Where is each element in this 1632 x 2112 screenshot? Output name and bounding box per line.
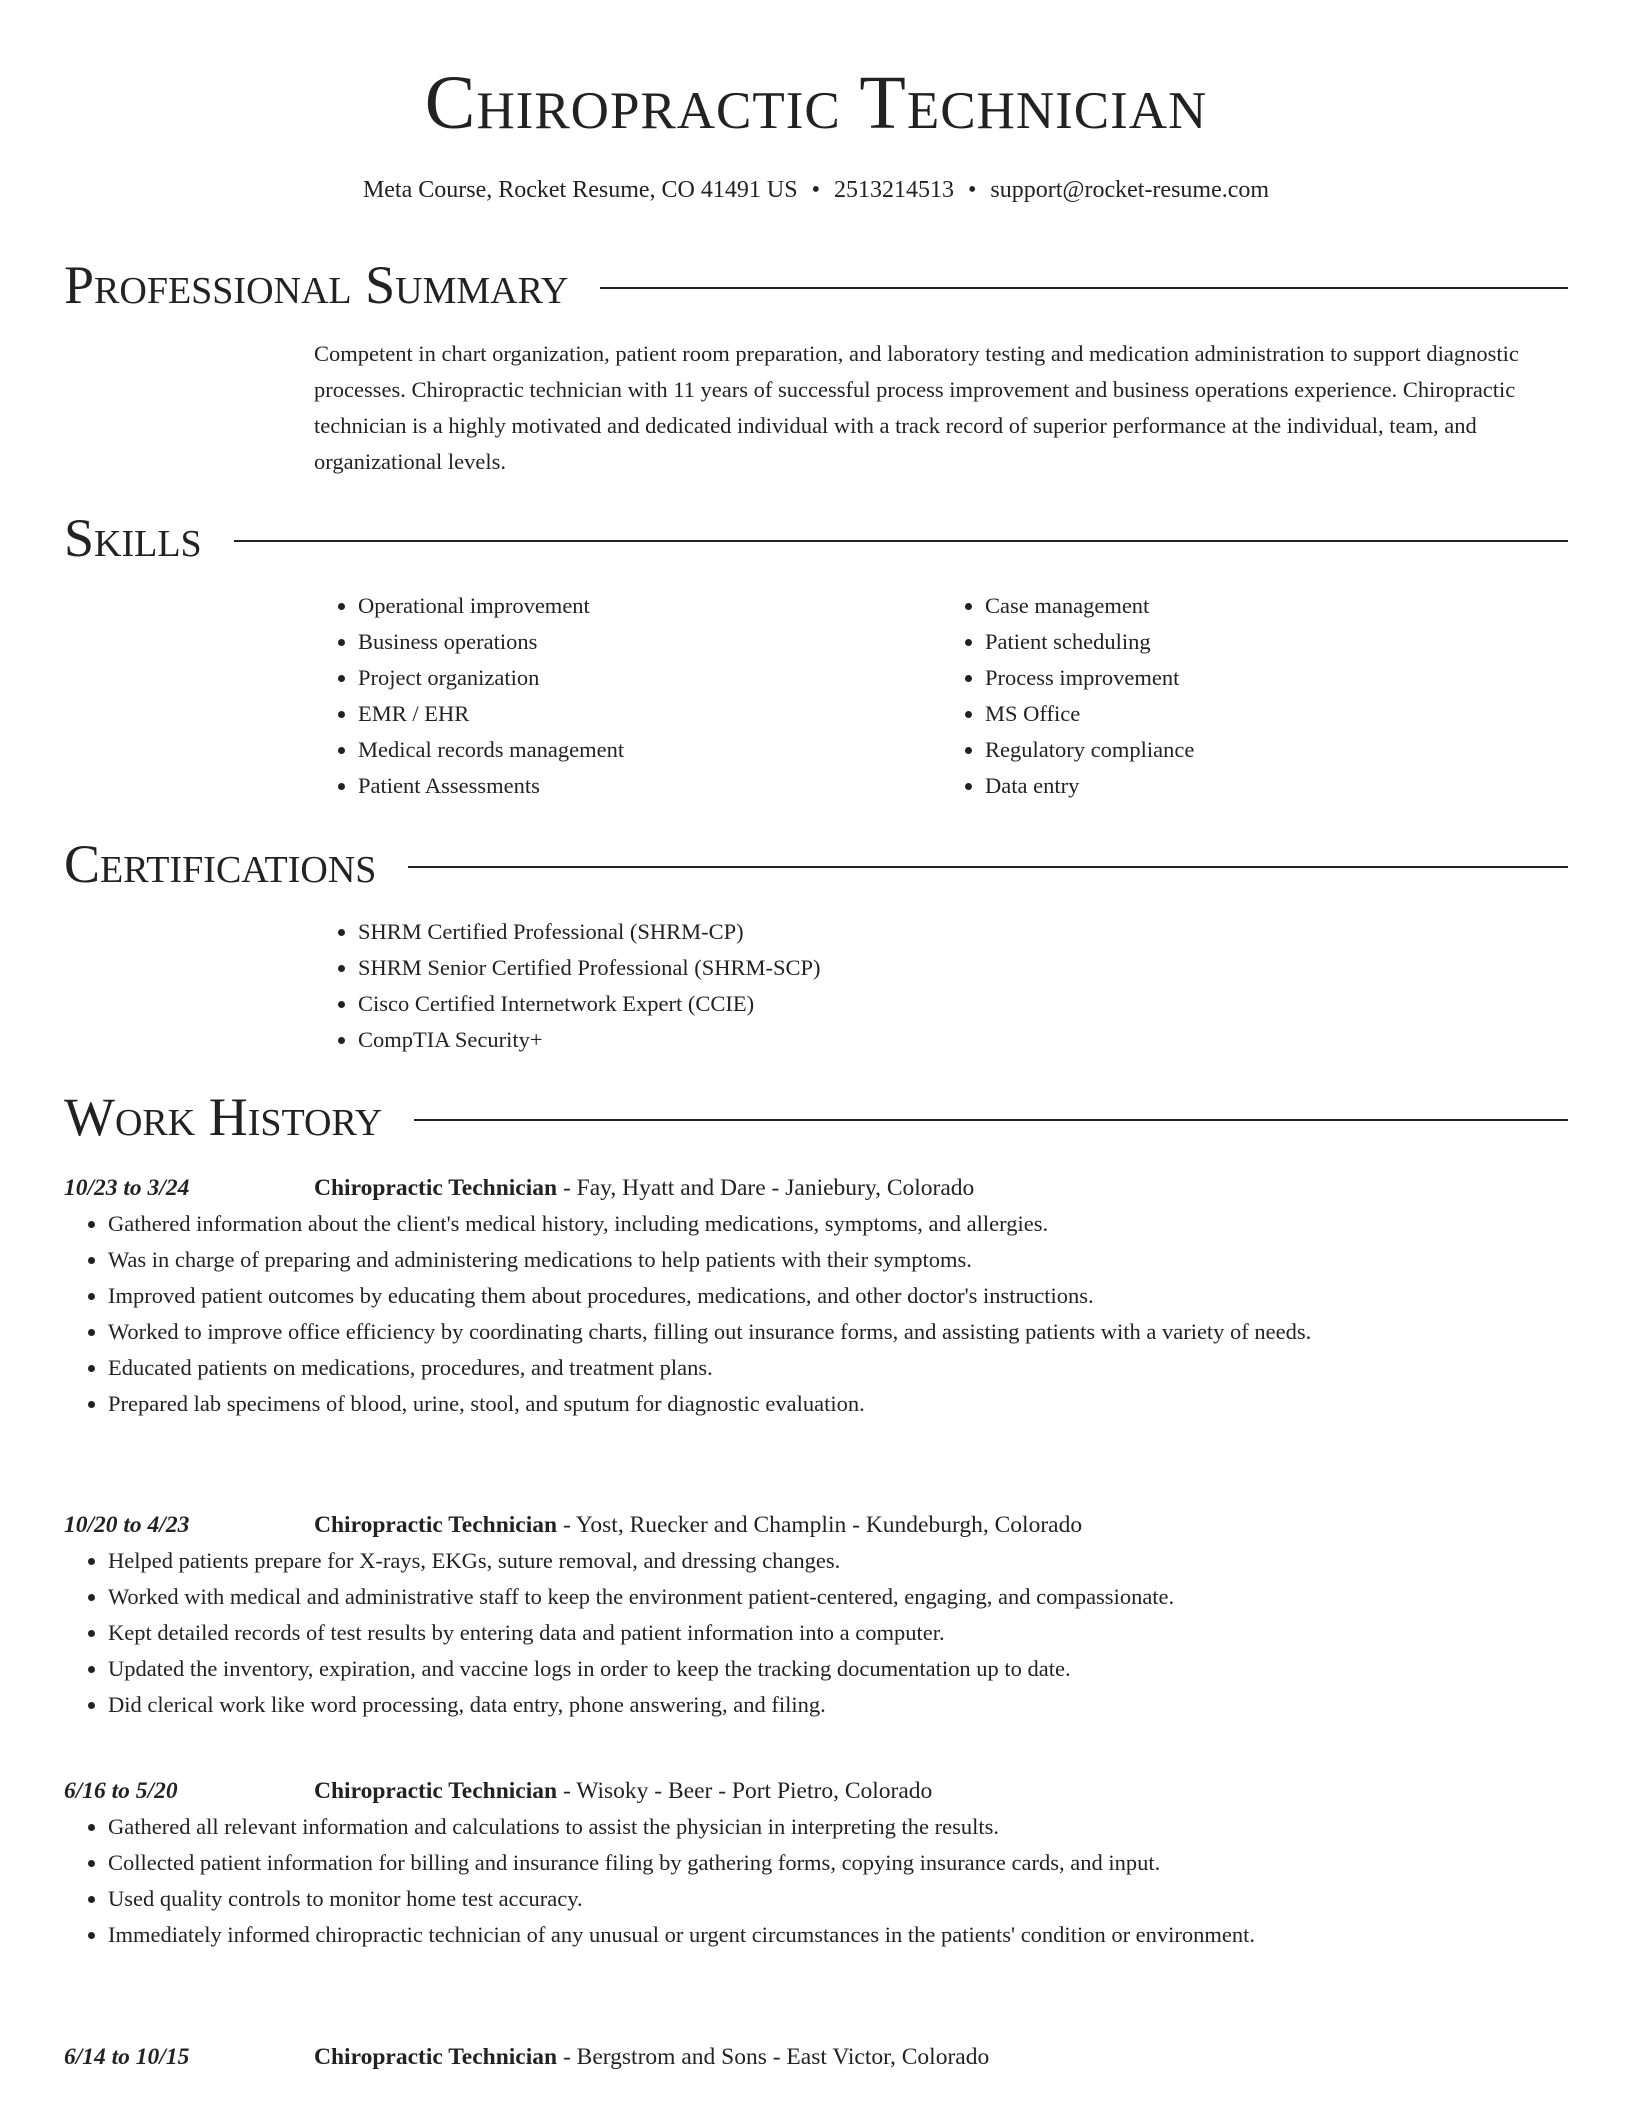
skill-item: • Project organization [358,660,941,696]
job-dates: 10/20 to 4/23 [64,1512,190,1538]
job-employer: - Bergstrom and Sons - East Victor, Colorado [557,2044,990,2070]
section-divider [414,1119,1568,1121]
certifications-heading-row [64,834,1568,894]
skills-list-left [314,588,941,804]
job-duty: • Did clerical work like word processing, data entry, phone answering, and filing. [108,1687,1568,1723]
skill-item: • EMR / EHR [358,696,941,732]
certifications-list [314,914,1568,1058]
skill-item: • Patient Assessments [358,768,941,804]
skills-heading: Skills [64,508,202,568]
job-title: Chiropractic Technician [314,1512,558,1538]
job-dates: 6/16 to 5/20 [64,1778,178,1804]
job-title: Chiropractic Technician [314,1175,558,1201]
job-dates: 6/14 to 10/15 [64,2044,190,2070]
skill-item: • MS Office [985,696,1568,732]
skills-heading-row [64,508,1568,568]
separator-dot: • [967,177,977,203]
separator-dot: • [811,177,820,203]
job-duty: • Prepared lab specimens of blood, urine, stool, and sputum for diagnostic evaluation. [108,1386,1568,1422]
skill-item: • Regulatory compliance [985,732,1568,768]
skill-item: • Medical records management [358,732,941,768]
job-duty: • Worked with medical and administrative staff to keep the environment patient-centered, engaging, and compassionate. [108,1579,1568,1615]
skills-list-right [941,588,1568,804]
job-employer: - Yost, Ruecker and Champlin - Kundeburgh, Colorado [557,1512,1083,1538]
skill-item: • Process improvement [985,660,1568,696]
job-entry [64,2039,1568,2075]
candidate-name: Chiropractic Technician [424,61,1208,145]
job-entry [64,1170,1568,1422]
job-employer: - Fay, Hyatt and Dare - Janiebury, Colorado [557,1175,975,1201]
skills-section [314,588,1568,804]
summary-section [314,336,1568,480]
skill-item: • Data entry [985,768,1568,804]
job-duty: • Worked to improve office efficiency by coordinating charts, filling out insurance forms, and assisting patients with a variety of needs. [108,1314,1568,1350]
job-duty: • Helped patients prepare for X-rays, EKGs, suture removal, and dressing changes. [108,1543,1568,1579]
section-divider [408,866,1568,868]
job-duty: • Collected patient information for billing and insurance filing by gathering forms, copying insurance cards, and input. [108,1845,1568,1881]
work-heading: Work History [64,1087,383,1147]
certifications-section [314,914,1568,1058]
section-divider [234,540,1568,542]
skill-item: • Operational improvement [358,588,941,624]
job-duty: • Kept detailed records of test results by entering data and patient information into a computer. [108,1615,1568,1651]
job-entry [64,1773,1568,1953]
phone: 2513214513 [833,177,954,203]
job-duties-list [64,1206,1568,1422]
skill-item: • Case management [985,588,1568,624]
job-duty: • Immediately informed chiropractic technician of any unusual or urgent circumstances in the patients' condition or environment. [108,1917,1568,1953]
job-title: Chiropractic Technician [314,1778,558,1804]
certification-item: • SHRM Senior Certified Professional (SHRM-SCP) [358,950,1568,986]
certification-item: • CompTIA Security+ [358,1022,1568,1058]
job-employer: - Wisoky - Beer - Port Pietro, Colorado [557,1778,933,1804]
certification-item: • SHRM Certified Professional (SHRM-CP) [358,914,1568,950]
summary-heading-row [64,255,1568,315]
job-duty: • Gathered all relevant information and calculations to assist the physician in interpreting the results. [108,1809,1568,1845]
job-duty: • Gathered information about the client's medical history, including medications, symptoms, and allergies. [108,1206,1568,1242]
job-entry [64,1507,1568,1723]
work-heading-row [64,1087,1568,1147]
summary-text: Competent in chart organization, patient room preparation, and laboratory testing and medication administration to support diagnostic processes. Chiropractic technician with 11 years of successful process improvement and business operations experience. Chiropractic technician is a highly motivated and dedicated individual with a track record of superior performance at the individual, team, and organizational levels. [314,341,1519,474]
section-divider [600,287,1568,289]
job-duties-list [64,1543,1568,1723]
skill-item: • Business operations [358,624,941,660]
job-dates: 10/23 to 3/24 [64,1175,190,1201]
job-duty: • Improved patient outcomes by educating them about procedures, medications, and other doctor's instructions. [108,1278,1568,1314]
summary-heading: Professional Summary [64,255,569,315]
job-duties-list [64,1809,1568,1953]
job-duty: • Updated the inventory, expiration, and vaccine logs in order to keep the tracking documentation up to date. [108,1651,1568,1687]
email: support@rocket-resume.com [990,177,1270,203]
certification-item: • Cisco Certified Internetwork Expert (CCIE) [358,986,1568,1022]
job-duty: • Used quality controls to monitor home test accuracy. [108,1881,1568,1917]
address: Meta Course, Rocket Resume, CO 41491 US [362,177,798,203]
skill-item: • Patient scheduling [985,624,1568,660]
job-title: Chiropractic Technician [314,2044,558,2070]
job-duty: • Educated patients on medications, procedures, and treatment plans. [108,1350,1568,1386]
certifications-heading: Certifications [64,834,377,894]
job-duty: • Was in charge of preparing and administering medications to help patients with their symptoms. [108,1242,1568,1278]
contact-line [0,172,1632,208]
